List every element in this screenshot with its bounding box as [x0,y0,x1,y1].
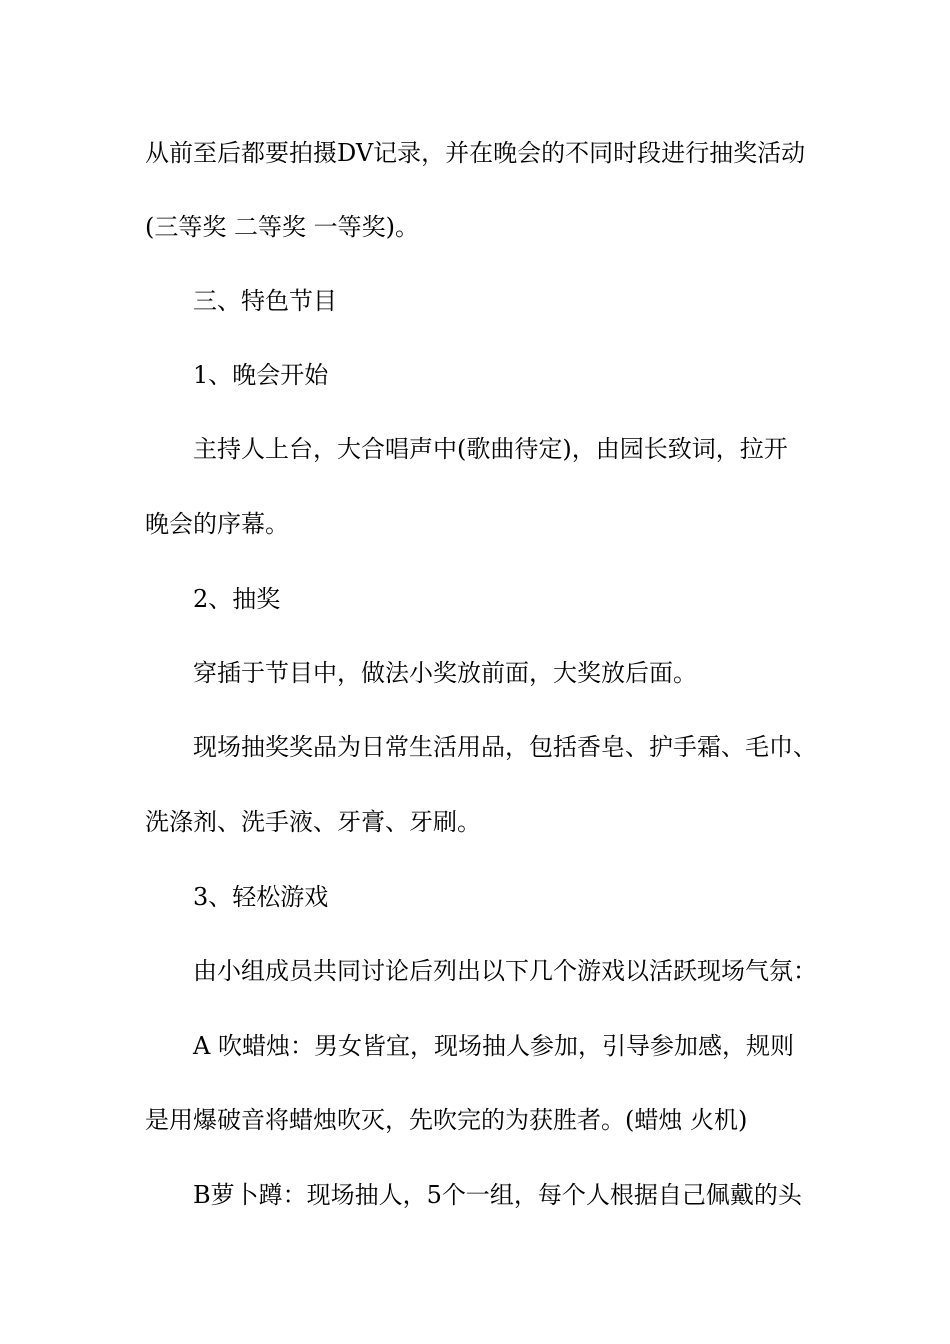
paragraph-line: 穿插于节目中，做法小奖放前面，大奖放后面。 [193,659,697,687]
paragraph-line: B萝卜蹲：现场抽人，5个一组，每个人根据自己佩戴的头 [193,1181,802,1209]
paragraph-line: A 吹蜡烛：男女皆宜，现场抽人参加，引导参加感，规则 [193,1032,794,1060]
paragraph-line: 晚会的序幕。 [145,510,289,538]
paragraph-line: 是用爆破音将蜡烛吹灭，先吹完的为获胜者。(蜡烛 火机) [145,1106,748,1134]
subsection-heading: 1、晚会开始 [193,361,329,389]
subsection-heading: 3、轻松游戏 [193,883,329,911]
paragraph-line: (三等奖 二等奖 一等奖)。 [145,213,419,241]
paragraph-line: 由小组成员共同讨论后列出以下几个游戏以活跃现场气氛： [193,957,817,985]
subsection-heading: 2、抽奖 [193,585,281,613]
paragraph-line: 现场抽奖奖品为日常生活用品，包括香皂、护手霜、毛巾、 [193,733,817,761]
paragraph-line: 主持人上台，大合唱声中(歌曲待定)，由园长致词，拉开 [193,435,788,463]
paragraph-line: 从前至后都要拍摄DV记录，并在晚会的不同时段进行抽奖活动 [145,139,806,167]
paragraph-line: 洗涤剂、洗手液、牙膏、牙刷。 [145,808,481,836]
section-heading: 三、特色节目 [193,287,337,315]
